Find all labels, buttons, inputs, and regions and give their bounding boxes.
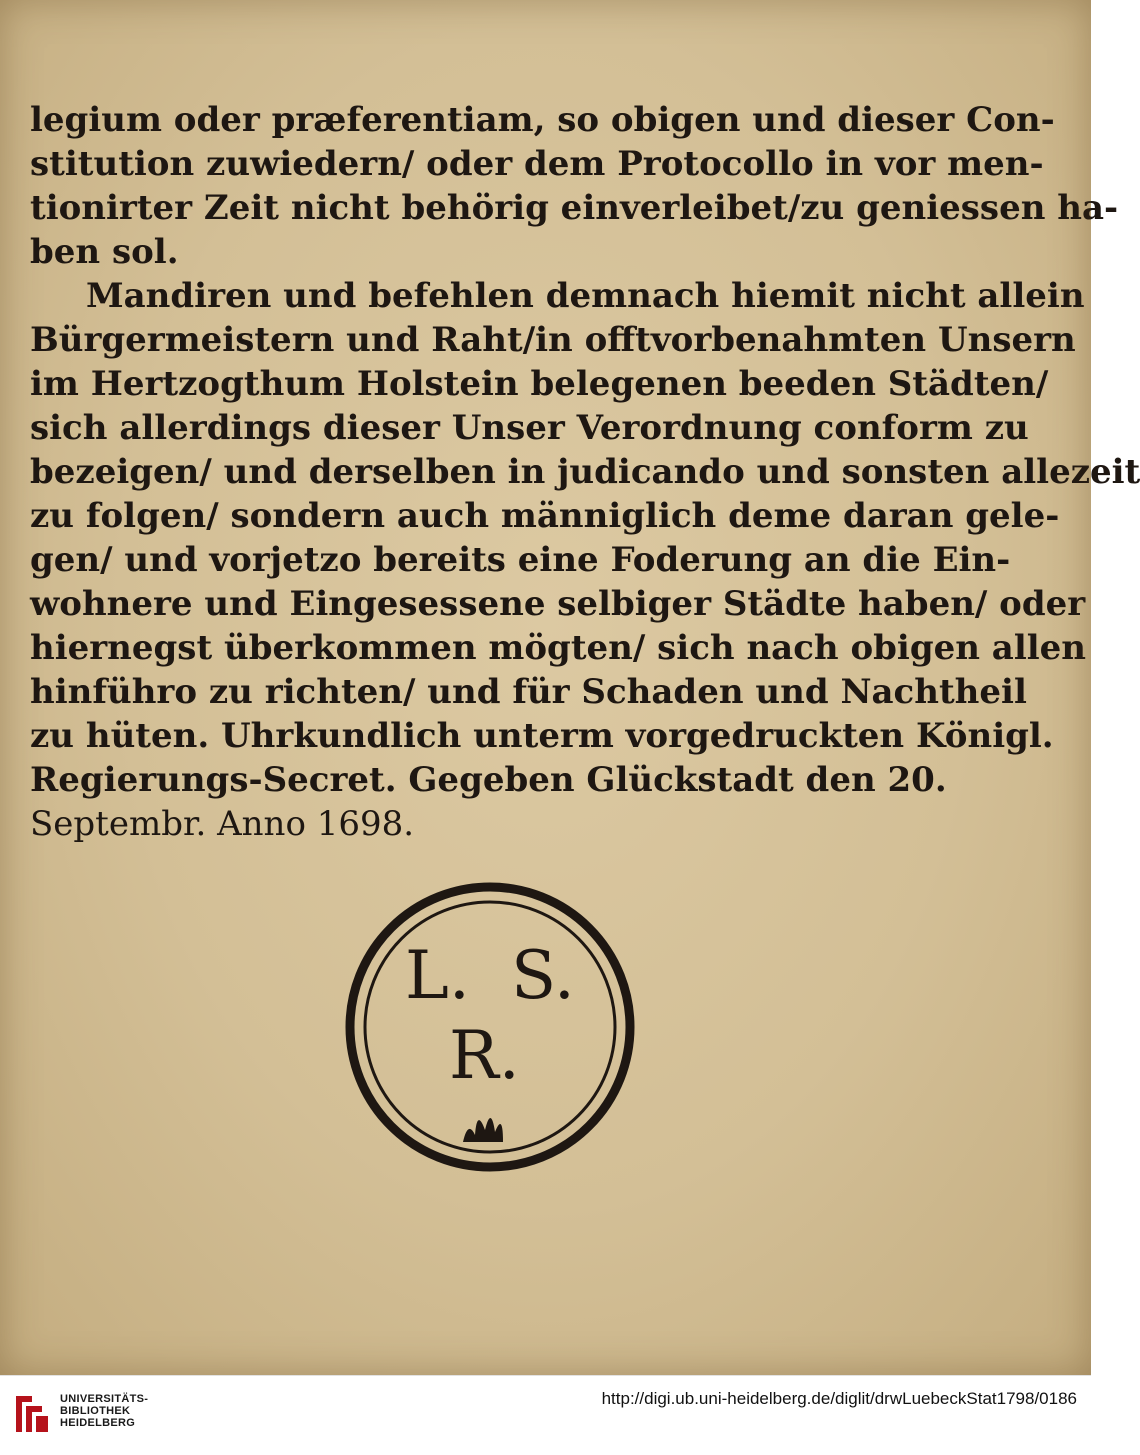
seal-text-l: L. <box>405 937 470 1014</box>
text-line: gen/ und vorjetzo bereits eine Foderung an die Ein- <box>30 540 1011 580</box>
text-line: Regierungs-Secret. Gegeben Glückstadt den 20. <box>30 760 947 800</box>
text-line: hiernegst überkommen mögten/ sich nach obigen allen <box>30 628 1087 668</box>
text-line: zu folgen/ sondern auch männiglich deme daran gele- <box>30 496 1060 536</box>
text-line: Septembr. Anno 1698. <box>30 804 415 844</box>
text-line: tionirter Zeit nicht behörig einverleibet/zu geniessen ha- <box>30 188 1119 228</box>
library-name: UNIVERSITÄTS- BIBLIOTHEK HEIDELBERG <box>60 1393 149 1429</box>
text-line: wohnere und Eingesessene selbiger Städte haben/ oder <box>30 584 1086 624</box>
text-line: Bürgermeistern und Raht/in offtvorbenahmten Unsern <box>30 320 1076 360</box>
text-line: zu hüten. Uhrkundlich unterm vorgedruckten Königl. <box>30 716 1054 756</box>
footer-bar <box>0 1375 1091 1455</box>
text-line: legium oder præferentiam, so obigen und dieser Con- <box>30 100 1055 140</box>
flame-icon <box>463 1118 503 1142</box>
text-line: sich allerdings dieser Unser Verordnung conform zu <box>30 408 1029 448</box>
seal-stamp <box>343 880 637 1174</box>
seal-text-s: S. <box>511 937 575 1014</box>
text-line: Mandiren und befehlen demnach hiemit nicht allein <box>86 276 1085 316</box>
seal-text-r: R. <box>449 1017 520 1094</box>
text-line: bezeigen/ und derselben in judicando und sonsten allezeit <box>30 452 1140 492</box>
permalink-url[interactable]: http://digi.ub.uni-heidelberg.de/diglit/drwLuebeckStat1798/0186 <box>601 1389 1077 1408</box>
text-line: im Hertzogthum Holstein belegenen beeden Städten/ <box>30 364 1049 404</box>
text-line: hinführo zu richten/ und für Schaden und Nachtheil <box>30 672 1027 712</box>
text-line: ben sol. <box>30 232 179 272</box>
ub-heidelberg-logo-icon[interactable] <box>12 1392 52 1436</box>
text-line: stitution zuwiedern/ oder dem Protocollo in vor men- <box>30 144 1044 184</box>
